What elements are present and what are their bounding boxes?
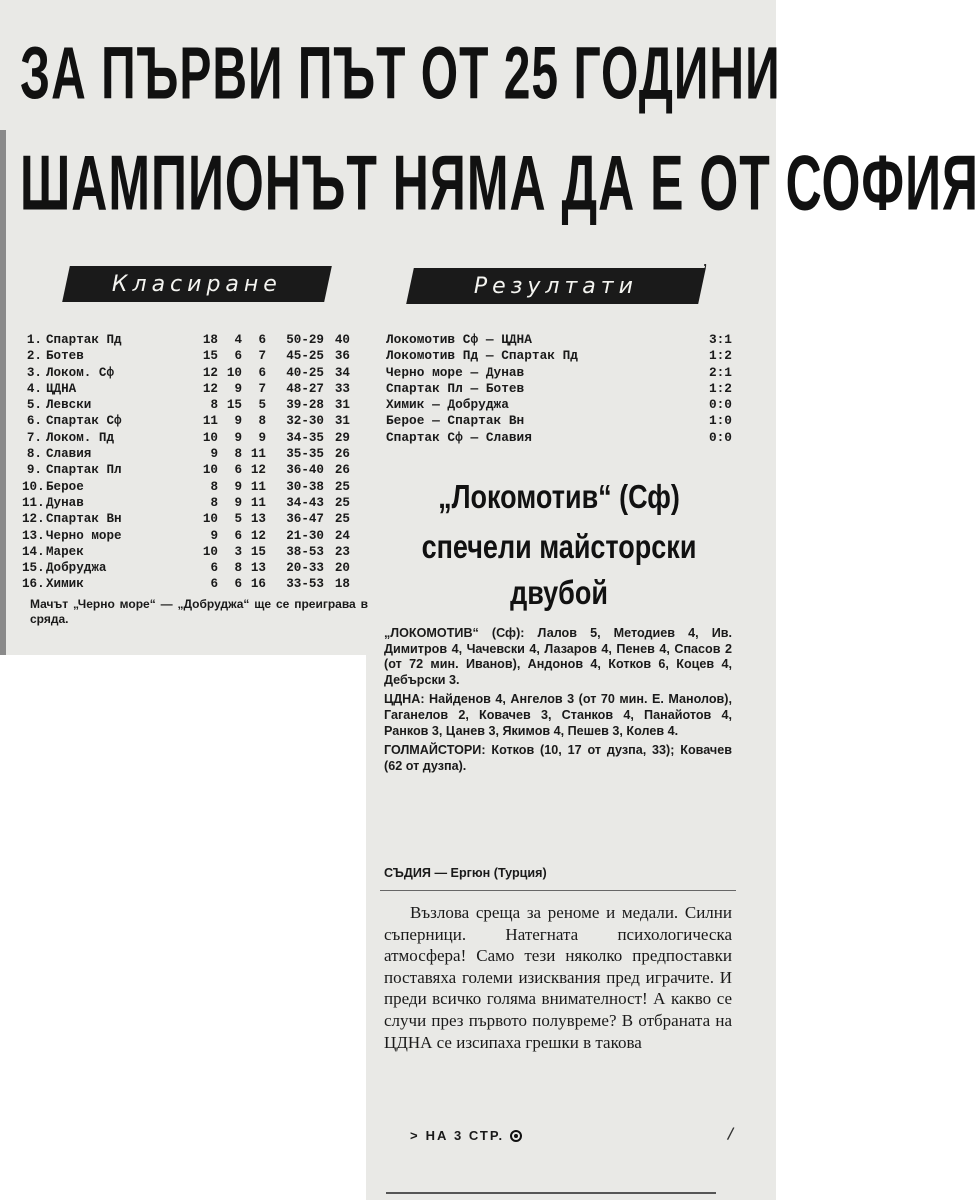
standings-pl: 12	[202, 365, 218, 380]
standings-row	[22, 560, 368, 576]
standings-pl: 10	[202, 512, 218, 527]
standings-pts: 25	[334, 512, 350, 527]
standings-pos: 11.	[22, 495, 45, 510]
standings-d: 8	[258, 414, 266, 429]
standings-goals: 21-30	[286, 528, 324, 543]
standings-table	[22, 332, 368, 593]
lineup-cdna: ЦДНА: Найденов 4, Ангелов 3 (от 70 мин. Е. Манолов), Гаганелов 2, Ковачев 3, Станков 4, Панайотов 4, Ранков 3, Цанев 3, Якимов 4, Пешев 3, Колев 4.	[384, 692, 732, 738]
standings-team: ЦДНА	[46, 381, 77, 396]
standings-pts: 25	[334, 479, 350, 494]
result-row	[386, 413, 732, 429]
arrow-icon: >	[410, 1128, 420, 1143]
results-list	[386, 332, 732, 446]
standings-pl: 10	[202, 544, 218, 559]
article-body: Възлова среща за реноме и медали. Силни съперници. Натегната психологическа атмосфера! Само тези няколко предпоставки поставяха големи изисквания пред играчите. И преди всичко голяма внимателност! А какво се случи през първото полувреме? В отбраната на ЦДНА се изсипаха грешки в такова	[384, 903, 732, 1052]
standings-pos: 1.	[26, 333, 42, 347]
standings-w: 6	[234, 349, 242, 364]
standings-goals: 36-47	[286, 512, 324, 527]
standings-pl: 11	[202, 414, 218, 429]
result-row	[386, 397, 732, 413]
lineups	[384, 626, 732, 778]
standings-pts: 23	[334, 544, 350, 559]
standings-d: 9	[258, 430, 266, 445]
standings-row	[22, 479, 368, 495]
standings-d: 11	[250, 495, 266, 510]
result-row	[386, 365, 732, 381]
standings-pl: 15	[202, 349, 218, 364]
article-title-line-2: спечели майсторски	[421, 528, 697, 566]
standings-row	[22, 348, 368, 364]
standings-pl: 12	[202, 381, 218, 396]
standings-team: Ботев	[46, 349, 84, 364]
standings-d: 11	[250, 479, 266, 494]
standings-pts: 31	[334, 414, 350, 429]
standings-pts: 31	[334, 398, 350, 413]
standings-team: Спартак Пл	[46, 463, 122, 478]
standings-pl: 9	[210, 528, 218, 543]
standings-row	[22, 332, 368, 348]
standings-team: Марек	[46, 544, 84, 559]
standings-goals: 39-28	[286, 398, 324, 413]
article-title-line-1: „Локомотив“ (Сф)	[438, 478, 680, 516]
standings-team: Берое	[46, 479, 84, 494]
standings-pts: 33	[334, 381, 350, 396]
standings-goals: 50-29	[286, 333, 324, 347]
standings-pl: 8	[210, 495, 218, 510]
standings-w: 8	[234, 561, 242, 576]
standings-pts: 36	[334, 349, 350, 364]
standings-team: Славия	[46, 447, 92, 462]
standings-w: 10	[226, 365, 242, 380]
result-match: Черно море — Дунав	[386, 364, 525, 380]
standings-w: 15	[226, 398, 242, 413]
continued-text: НА 3 СТР.	[425, 1128, 505, 1143]
result-row	[386, 348, 732, 364]
standings-team: Левски	[46, 398, 92, 413]
continued-marker	[410, 1128, 522, 1143]
standings-d: 11	[250, 447, 266, 462]
standings-team: Локом. Пд	[46, 430, 115, 445]
standings-pos: 9.	[26, 463, 42, 478]
headline-line-2: ШАМПИОНЪТ НЯМА ДА Е ОТ СОФИЯ	[20, 139, 979, 227]
standings-row	[22, 365, 368, 381]
divider	[380, 890, 736, 891]
result-match: Спартак Сф — Славия	[386, 429, 532, 445]
standings-w: 9	[234, 430, 242, 445]
standings-w: 5	[234, 512, 242, 527]
result-match: Локомотив Пд — Спартак Пд	[386, 348, 578, 364]
standings-goals: 38-53	[286, 544, 324, 559]
standings-pts: 34	[334, 365, 350, 380]
standings-pos: 7.	[26, 430, 42, 445]
standings-pts: 40	[334, 333, 350, 347]
standings-d: 7	[258, 381, 266, 396]
standings-goals: 48-27	[286, 381, 324, 396]
standings-pos: 12.	[22, 512, 45, 527]
standings-note: Мачът „Черно море“ — „Добруджа“ ще се преиграва в сряда.	[30, 597, 368, 626]
standings-pl: 8	[210, 479, 218, 494]
standings-d: 5	[258, 398, 266, 413]
standings-row	[22, 397, 368, 413]
standings-pos: 2.	[26, 349, 42, 364]
pen-mark: /	[726, 1123, 736, 1145]
standings-w: 9	[234, 479, 242, 494]
standings-team: Дунав	[46, 495, 84, 510]
standings-pos: 16.	[22, 577, 45, 592]
standings-goals: 32-30	[286, 414, 324, 429]
result-match: Берое — Спартак Вн	[386, 413, 525, 429]
standings-d: 13	[250, 561, 266, 576]
standings-row	[22, 446, 368, 462]
standings-row	[22, 495, 368, 511]
standings-row	[22, 511, 368, 527]
standings-pos: 4.	[26, 381, 42, 396]
standings-pts: 29	[334, 430, 350, 445]
standings-pts: 20	[334, 561, 350, 576]
result-match: Химик — Добруджа	[386, 397, 509, 413]
standings-pos: 6.	[26, 414, 42, 429]
standings-pts: 24	[334, 528, 350, 543]
result-score: 1:2	[708, 380, 732, 396]
result-row	[386, 332, 732, 348]
article-title-line-3: двубой	[510, 574, 608, 612]
standings-row	[22, 544, 368, 560]
standings-w: 6	[234, 463, 242, 478]
standings-row	[22, 430, 368, 446]
standings-pl: 6	[210, 577, 218, 592]
result-score: 2:1	[708, 364, 732, 380]
result-score: 1:0	[708, 413, 732, 429]
standings-pl: 9	[210, 447, 218, 462]
standings-w: 8	[234, 447, 242, 462]
standings-goals: 36-40	[286, 463, 324, 478]
result-match: Локомотив Сф — ЦДНА	[386, 332, 532, 347]
standings-w: 4	[234, 333, 242, 347]
standings-d: 16	[250, 577, 266, 592]
apostrophe-mark: ʼ	[703, 262, 708, 284]
standings-goals: 45-25	[286, 349, 324, 364]
standings-d: 7	[258, 349, 266, 364]
result-score: 0:0	[708, 429, 732, 445]
standings-goals: 30-38	[286, 479, 324, 494]
result-row	[386, 430, 732, 446]
standings-goals: 34-35	[286, 430, 324, 445]
standings-w: 9	[234, 414, 242, 429]
result-score: 0:0	[708, 397, 732, 413]
standings-pl: 10	[202, 430, 218, 445]
standings-pts: 26	[334, 463, 350, 478]
standings-row	[22, 381, 368, 397]
standings-pos: 8.	[26, 447, 42, 462]
standings-row	[22, 528, 368, 544]
standings-d: 6	[258, 365, 266, 380]
standings-goals: 40-25	[286, 365, 324, 380]
standings-row	[22, 413, 368, 429]
results-label: Резултати	[406, 268, 706, 304]
result-score: 1:2	[708, 348, 732, 364]
result-score: 3:1	[708, 332, 732, 347]
standings-pos: 14.	[22, 544, 45, 559]
standings-team: Спартак Сф	[46, 414, 122, 429]
standings-pts: 26	[334, 447, 350, 462]
standings-w: 3	[234, 544, 242, 559]
headline-line-1: ЗА ПЪРВИ ПЪТ ОТ 25 ГОДИНИ	[20, 33, 781, 116]
bullet-icon	[510, 1130, 522, 1142]
standings-row	[22, 462, 368, 478]
standings-pl: 8	[210, 398, 218, 413]
standings-w: 9	[234, 381, 242, 396]
standings-goals: 34-43	[286, 495, 324, 510]
page-edge	[0, 130, 6, 655]
standings-team: Химик	[46, 577, 84, 592]
standings-team: Добруджа	[46, 561, 107, 576]
standings-pos: 10.	[22, 479, 45, 494]
standings-d: 15	[250, 544, 266, 559]
standings-w: 6	[234, 577, 242, 592]
standings-pos: 3.	[26, 365, 42, 380]
standings-pl: 10	[202, 463, 218, 478]
standings-w: 9	[234, 495, 242, 510]
standings-pos: 13.	[22, 528, 45, 543]
result-row	[386, 381, 732, 397]
standings-team: Локом. Сф	[46, 365, 115, 380]
standings-d: 13	[250, 512, 266, 527]
standings-goals: 33-53	[286, 577, 324, 592]
standings-pts: 18	[334, 577, 350, 592]
standings-row	[22, 576, 368, 592]
standings-pos: 15.	[22, 561, 45, 576]
standings-goals: 20-33	[286, 561, 324, 576]
standings-pl: 6	[210, 561, 218, 576]
standings-goals: 35-35	[286, 447, 324, 462]
standings-w: 6	[234, 528, 242, 543]
standings-label: Класиране	[62, 266, 332, 302]
bottom-rule	[386, 1192, 716, 1194]
result-match: Спартак Пл — Ботев	[386, 380, 525, 396]
standings-team: Спартак Пд	[46, 333, 122, 347]
lineup-lokomotiv: „ЛОКОМОТИВ“ (Сф): Лалов 5, Методиев 4, Ив. Димитров 4, Чачевски 4, Лазаров 4, Пенев 4, Спасов 2 (от 72 мин. Иванов), Андонов 4, Котков 6, Коцев 4, Дебърски 3.	[384, 626, 732, 687]
standings-team: Черно море	[46, 528, 122, 543]
standings-d: 6	[258, 333, 266, 347]
standings-d: 12	[250, 528, 266, 543]
scorers: ГОЛМАЙСТОРИ: Котков (10, 17 от дузпа, 33); Ковачев (62 от дузпа).	[384, 743, 732, 773]
standings-pts: 25	[334, 495, 350, 510]
standings-pos: 5.	[26, 398, 42, 413]
referee: СЪДИЯ — Ергюн (Турция)	[384, 866, 547, 880]
standings-d: 12	[250, 463, 266, 478]
standings-team: Спартак Вн	[46, 512, 122, 527]
standings-pl: 18	[202, 333, 218, 347]
